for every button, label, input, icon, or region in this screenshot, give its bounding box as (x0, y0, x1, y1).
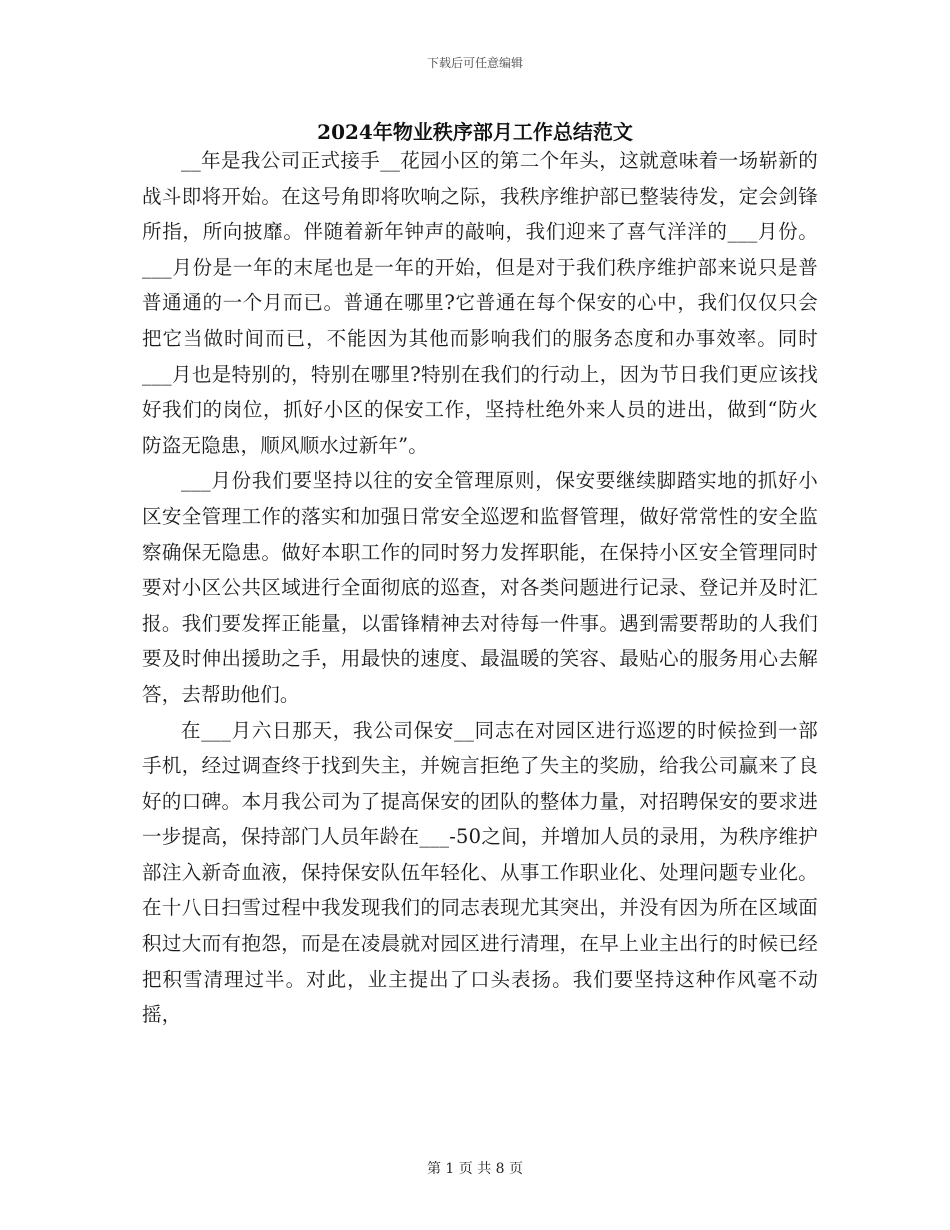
paragraph-3: 在___月六日那天，我公司保安__同志在对园区进行巡逻的时候捡到一部手机，经过调查终于找到失主，并婉言拒绝了失主的奖励，给我公司赢来了良好的口碑。本月我公司为了提高保安的团队的整体力量，对招聘保安的要求进一步提高，保持部门人员年龄在___-50之间，并增加人员的录用，为秩序维护部注入新奇血液，保持保安队伍年轻化、从事工作职业化、处理问题专业化。在十八日扫雪过程中我发现我们的同志表现尤其突出，并没有因为所在区域面积过大而有抱怨，而是在凌晨就对园区进行清理，在早上业主出行的时候已经把积雪清理过半。对此，业主提出了口头表扬。我们要坚持这种作风毫不动摇， (142, 718, 818, 1027)
page-header: 下载后可任意编辑 (426, 56, 523, 70)
page-footer: 第 1 页 共 8 页 (426, 1161, 524, 1177)
paragraph-2: ___月份我们要坚持以往的安全管理原则，保安要继续脚踏实地的抓好小区安全管理工作的落实和加强日常安全巡逻和监督管理，做好常常性的安全监察确保无隐患。做好本职工作的同时努力发挥职能，在保持小区安全管理同时要对小区公共区域进行全面彻底的巡查，对各类问题进行记录、登记并及时汇报。我们要发挥正能量，以雷锋精神去对待每一件事。遇到需要帮助的人我们要及时伸出援助之手，用最快的速度、最温暖的笑容、最贴心的服务用心去解答，去帮助他们。 (142, 469, 818, 706)
document-title: 2024年物业秩序部月工作总结范文 (317, 120, 633, 144)
paragraph-1: __年是我公司正式接手__花园小区的第二个年头，这就意味着一场崭新的战斗即将开始。在这号角即将吹响之际，我秩序维护部已整装待发，定会剑锋所指，所向披靡。伴随着新年钟声的敲响，我们迎来了喜气洋洋的___月份。___月份是一年的末尾也是一年的开始，但是对于我们秩序维护部来说只是普普通通的一个月而已。普通在哪里?它普通在每个保安的心中，我们仅仅只会把它当做时间而已，不能因为其他而影响我们的服务态度和办事效率。同时___月也是特别的，特别在哪里?特别在我们的行动上，因为节日我们更应该找好我们的岗位，抓好小区的保安工作，坚持杜绝外来人员的进出，做到“防火防盗无隐患，顺风顺水过新年”。 (142, 149, 818, 457)
document-body (142, 143, 818, 1033)
